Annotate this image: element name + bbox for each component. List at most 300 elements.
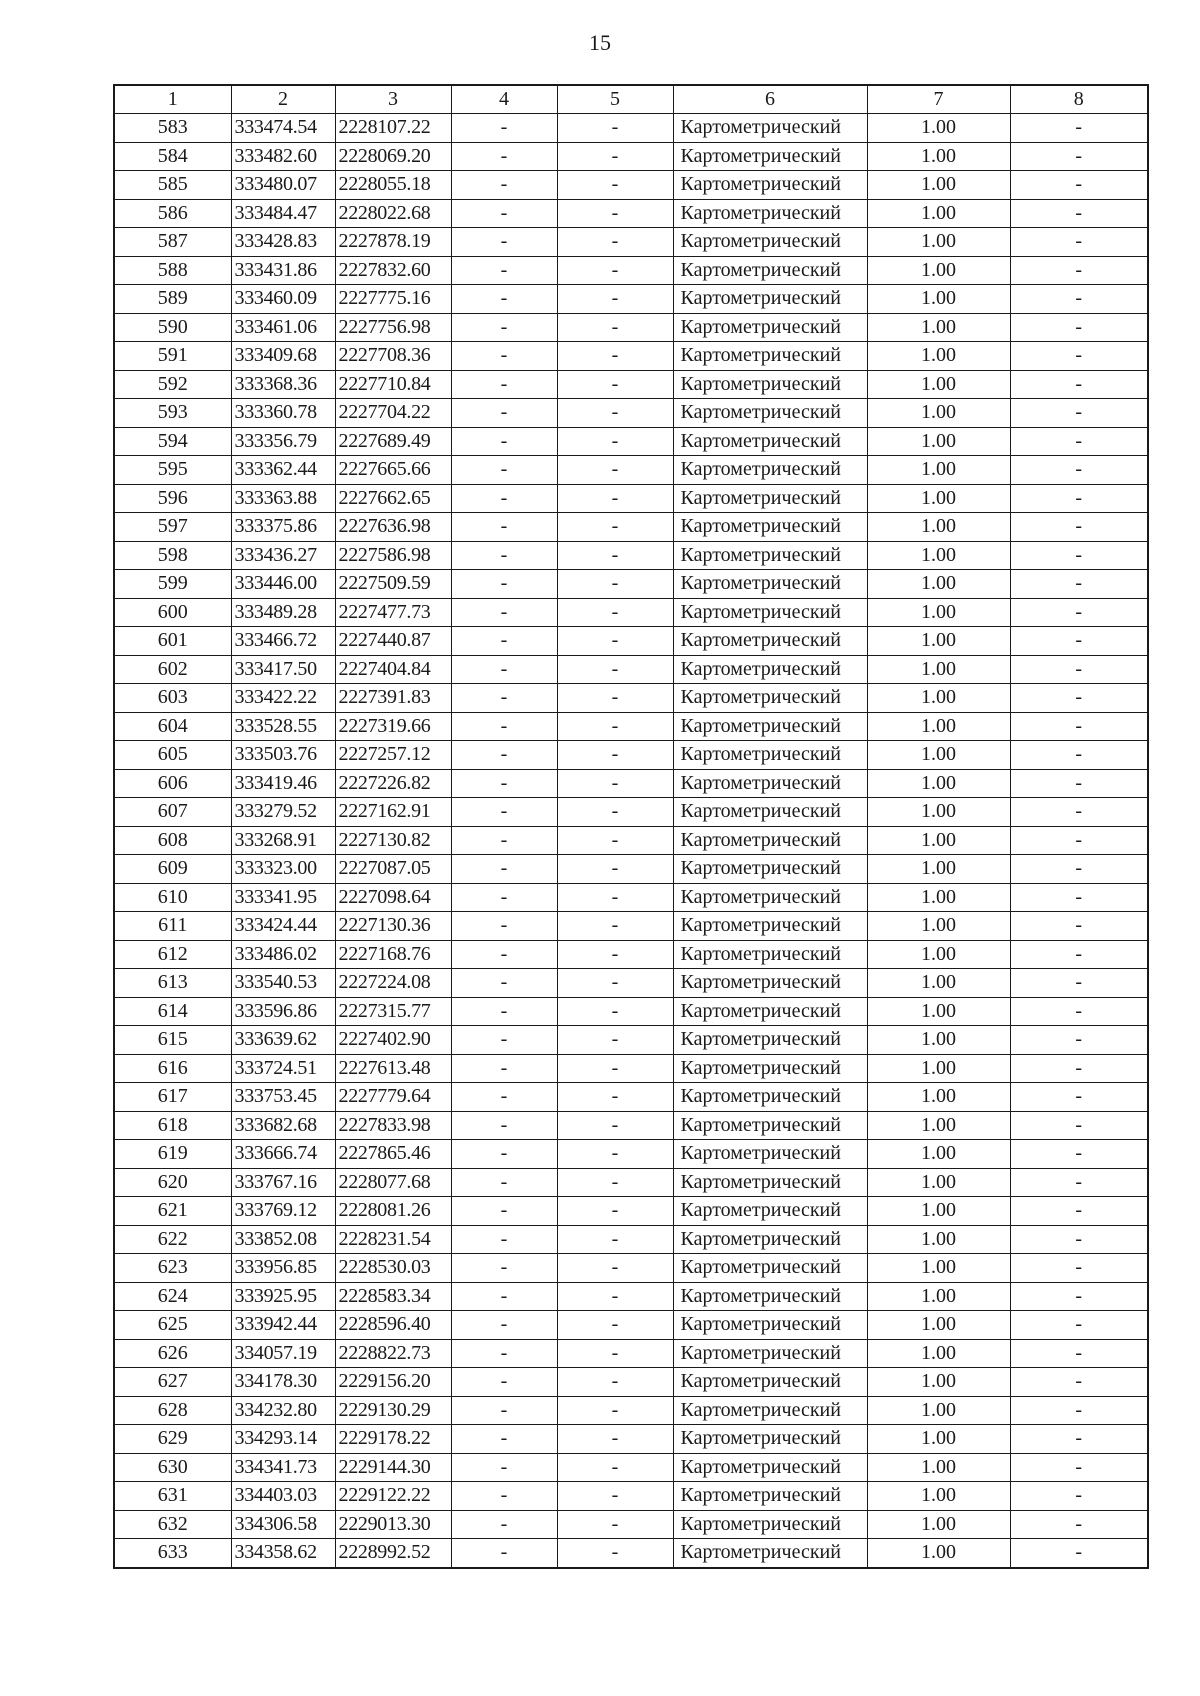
column-5-cell: - xyxy=(557,1111,673,1140)
x-coordinate-cell: 333484.47 xyxy=(231,199,335,228)
accuracy-cell: 1.00 xyxy=(867,1510,1010,1539)
point-number-cell: 610 xyxy=(114,883,231,912)
accuracy-cell: 1.00 xyxy=(867,1311,1010,1340)
table-row xyxy=(114,313,1148,342)
accuracy-cell: 1.00 xyxy=(867,1197,1010,1226)
column-5-cell: - xyxy=(557,456,673,485)
method-cell: Картометрический xyxy=(673,684,867,713)
accuracy-cell: 1.00 xyxy=(867,741,1010,770)
x-coordinate-cell: 333268.91 xyxy=(231,826,335,855)
column-4-cell: - xyxy=(451,1510,557,1539)
accuracy-cell: 1.00 xyxy=(867,1140,1010,1169)
point-number-cell: 613 xyxy=(114,969,231,998)
point-number-cell: 626 xyxy=(114,1339,231,1368)
method-cell: Картометрический xyxy=(673,1425,867,1454)
column-4-cell: - xyxy=(451,769,557,798)
x-coordinate-cell: 333480.07 xyxy=(231,171,335,200)
column-4-cell: - xyxy=(451,570,557,599)
x-coordinate-cell: 333341.95 xyxy=(231,883,335,912)
column-4-cell: - xyxy=(451,1453,557,1482)
point-number-cell: 628 xyxy=(114,1396,231,1425)
column-8-cell: - xyxy=(1010,199,1148,228)
y-coordinate-cell: 2229013.30 xyxy=(335,1510,451,1539)
accuracy-cell: 1.00 xyxy=(867,912,1010,941)
y-coordinate-cell: 2227391.83 xyxy=(335,684,451,713)
column-5-cell: - xyxy=(557,1140,673,1169)
column-5-cell: - xyxy=(557,1339,673,1368)
method-cell: Картометрический xyxy=(673,855,867,884)
column-4-cell: - xyxy=(451,484,557,513)
x-coordinate-cell: 333767.16 xyxy=(231,1168,335,1197)
accuracy-cell: 1.00 xyxy=(867,541,1010,570)
y-coordinate-cell: 2227689.49 xyxy=(335,427,451,456)
y-coordinate-cell: 2227613.48 xyxy=(335,1054,451,1083)
column-5-cell: - xyxy=(557,1225,673,1254)
method-cell: Картометрический xyxy=(673,1026,867,1055)
column-8-cell: - xyxy=(1010,313,1148,342)
method-cell: Картометрический xyxy=(673,513,867,542)
column-4-cell: - xyxy=(451,399,557,428)
x-coordinate-cell: 333409.68 xyxy=(231,342,335,371)
column-5-cell: - xyxy=(557,513,673,542)
column-4-cell: - xyxy=(451,1111,557,1140)
y-coordinate-cell: 2227315.77 xyxy=(335,997,451,1026)
x-coordinate-cell: 334232.80 xyxy=(231,1396,335,1425)
method-cell: Картометрический xyxy=(673,1254,867,1283)
column-5-cell: - xyxy=(557,199,673,228)
column-4-cell: - xyxy=(451,655,557,684)
table-row xyxy=(114,199,1148,228)
x-coordinate-cell: 333769.12 xyxy=(231,1197,335,1226)
x-coordinate-cell: 333482.60 xyxy=(231,142,335,171)
method-cell: Картометрический xyxy=(673,1368,867,1397)
column-5-cell: - xyxy=(557,598,673,627)
table-row xyxy=(114,342,1148,371)
point-number-cell: 603 xyxy=(114,684,231,713)
y-coordinate-cell: 2229122.22 xyxy=(335,1482,451,1511)
point-number-cell: 596 xyxy=(114,484,231,513)
column-5-cell: - xyxy=(557,114,673,143)
column-4-cell: - xyxy=(451,1254,557,1283)
accuracy-cell: 1.00 xyxy=(867,399,1010,428)
y-coordinate-cell: 2227257.12 xyxy=(335,741,451,770)
column-4-cell: - xyxy=(451,798,557,827)
method-cell: Картометрический xyxy=(673,627,867,656)
column-8-cell: - xyxy=(1010,142,1148,171)
column-5-cell: - xyxy=(557,171,673,200)
y-coordinate-cell: 2227779.64 xyxy=(335,1083,451,1112)
accuracy-cell: 1.00 xyxy=(867,1054,1010,1083)
point-number-cell: 617 xyxy=(114,1083,231,1112)
column-4-cell: - xyxy=(451,1083,557,1112)
header-cell: 4 xyxy=(451,85,557,114)
table-row xyxy=(114,484,1148,513)
accuracy-cell: 1.00 xyxy=(867,1083,1010,1112)
column-8-cell: - xyxy=(1010,1539,1148,1568)
column-4-cell: - xyxy=(451,912,557,941)
header-cell: 1 xyxy=(114,85,231,114)
column-5-cell: - xyxy=(557,1539,673,1568)
table-row xyxy=(114,456,1148,485)
x-coordinate-cell: 333368.36 xyxy=(231,370,335,399)
column-4-cell: - xyxy=(451,1482,557,1511)
column-8-cell: - xyxy=(1010,570,1148,599)
header-cell: 2 xyxy=(231,85,335,114)
column-8-cell: - xyxy=(1010,1311,1148,1340)
accuracy-cell: 1.00 xyxy=(867,855,1010,884)
point-number-cell: 598 xyxy=(114,541,231,570)
column-8-cell: - xyxy=(1010,1339,1148,1368)
header-cell: 7 xyxy=(867,85,1010,114)
point-number-cell: 622 xyxy=(114,1225,231,1254)
column-4-cell: - xyxy=(451,598,557,627)
method-cell: Картометрический xyxy=(673,1083,867,1112)
column-4-cell: - xyxy=(451,285,557,314)
column-4-cell: - xyxy=(451,427,557,456)
table-row xyxy=(114,627,1148,656)
method-cell: Картометрический xyxy=(673,741,867,770)
point-number-cell: 616 xyxy=(114,1054,231,1083)
method-cell: Картометрический xyxy=(673,826,867,855)
accuracy-cell: 1.00 xyxy=(867,285,1010,314)
method-cell: Картометрический xyxy=(673,541,867,570)
accuracy-cell: 1.00 xyxy=(867,171,1010,200)
accuracy-cell: 1.00 xyxy=(867,883,1010,912)
column-8-cell: - xyxy=(1010,484,1148,513)
column-8-cell: - xyxy=(1010,940,1148,969)
column-5-cell: - xyxy=(557,370,673,399)
accuracy-cell: 1.00 xyxy=(867,142,1010,171)
table-row xyxy=(114,1425,1148,1454)
table-row xyxy=(114,1168,1148,1197)
table-row xyxy=(114,1482,1148,1511)
accuracy-cell: 1.00 xyxy=(867,627,1010,656)
table-row xyxy=(114,1282,1148,1311)
method-cell: Картометрический xyxy=(673,256,867,285)
point-number-cell: 597 xyxy=(114,513,231,542)
accuracy-cell: 1.00 xyxy=(867,256,1010,285)
x-coordinate-cell: 333852.08 xyxy=(231,1225,335,1254)
point-number-cell: 602 xyxy=(114,655,231,684)
y-coordinate-cell: 2227130.36 xyxy=(335,912,451,941)
column-5-cell: - xyxy=(557,228,673,257)
column-4-cell: - xyxy=(451,627,557,656)
y-coordinate-cell: 2227509.59 xyxy=(335,570,451,599)
accuracy-cell: 1.00 xyxy=(867,1453,1010,1482)
point-number-cell: 627 xyxy=(114,1368,231,1397)
x-coordinate-cell: 333528.55 xyxy=(231,712,335,741)
column-5-cell: - xyxy=(557,912,673,941)
table-row xyxy=(114,969,1148,998)
table-row xyxy=(114,883,1148,912)
method-cell: Картометрический xyxy=(673,427,867,456)
accuracy-cell: 1.00 xyxy=(867,427,1010,456)
column-8-cell: - xyxy=(1010,1225,1148,1254)
point-number-cell: 618 xyxy=(114,1111,231,1140)
column-8-cell: - xyxy=(1010,798,1148,827)
x-coordinate-cell: 333431.86 xyxy=(231,256,335,285)
x-coordinate-cell: 333356.79 xyxy=(231,427,335,456)
column-8-cell: - xyxy=(1010,228,1148,257)
x-coordinate-cell: 333446.00 xyxy=(231,570,335,599)
method-cell: Картометрический xyxy=(673,342,867,371)
y-coordinate-cell: 2227130.82 xyxy=(335,826,451,855)
x-coordinate-cell: 333956.85 xyxy=(231,1254,335,1283)
table-row xyxy=(114,798,1148,827)
column-5-cell: - xyxy=(557,1482,673,1511)
point-number-cell: 623 xyxy=(114,1254,231,1283)
method-cell: Картометрический xyxy=(673,1140,867,1169)
y-coordinate-cell: 2227708.36 xyxy=(335,342,451,371)
column-8-cell: - xyxy=(1010,114,1148,143)
x-coordinate-cell: 333422.22 xyxy=(231,684,335,713)
method-cell: Картометрический xyxy=(673,969,867,998)
table-row xyxy=(114,1339,1148,1368)
column-4-cell: - xyxy=(451,997,557,1026)
point-number-cell: 595 xyxy=(114,456,231,485)
x-coordinate-cell: 333362.44 xyxy=(231,456,335,485)
column-8-cell: - xyxy=(1010,1282,1148,1311)
column-5-cell: - xyxy=(557,342,673,371)
accuracy-cell: 1.00 xyxy=(867,826,1010,855)
table-row xyxy=(114,1453,1148,1482)
column-8-cell: - xyxy=(1010,1425,1148,1454)
accuracy-cell: 1.00 xyxy=(867,1339,1010,1368)
y-coordinate-cell: 2229130.29 xyxy=(335,1396,451,1425)
accuracy-cell: 1.00 xyxy=(867,997,1010,1026)
column-4-cell: - xyxy=(451,826,557,855)
table-row xyxy=(114,427,1148,456)
column-5-cell: - xyxy=(557,427,673,456)
method-cell: Картометрический xyxy=(673,940,867,969)
point-number-cell: 604 xyxy=(114,712,231,741)
table-row xyxy=(114,997,1148,1026)
x-coordinate-cell: 333925.95 xyxy=(231,1282,335,1311)
y-coordinate-cell: 2227832.60 xyxy=(335,256,451,285)
table-row xyxy=(114,1026,1148,1055)
y-coordinate-cell: 2227833.98 xyxy=(335,1111,451,1140)
table-row xyxy=(114,1197,1148,1226)
y-coordinate-cell: 2227586.98 xyxy=(335,541,451,570)
y-coordinate-cell: 2228081.26 xyxy=(335,1197,451,1226)
accuracy-cell: 1.00 xyxy=(867,1026,1010,1055)
method-cell: Картометрический xyxy=(673,285,867,314)
point-number-cell: 590 xyxy=(114,313,231,342)
column-4-cell: - xyxy=(451,1368,557,1397)
header-cell: 3 xyxy=(335,85,451,114)
method-cell: Картометрический xyxy=(673,883,867,912)
x-coordinate-cell: 333942.44 xyxy=(231,1311,335,1340)
x-coordinate-cell: 334293.14 xyxy=(231,1425,335,1454)
column-4-cell: - xyxy=(451,712,557,741)
y-coordinate-cell: 2227756.98 xyxy=(335,313,451,342)
x-coordinate-cell: 334341.73 xyxy=(231,1453,335,1482)
column-8-cell: - xyxy=(1010,541,1148,570)
table-row xyxy=(114,1311,1148,1340)
method-cell: Картометрический xyxy=(673,1339,867,1368)
y-coordinate-cell: 2228107.22 xyxy=(335,114,451,143)
header-cell: 8 xyxy=(1010,85,1148,114)
accuracy-cell: 1.00 xyxy=(867,313,1010,342)
column-4-cell: - xyxy=(451,684,557,713)
method-cell: Картометрический xyxy=(673,1510,867,1539)
point-number-cell: 629 xyxy=(114,1425,231,1454)
point-number-cell: 630 xyxy=(114,1453,231,1482)
method-cell: Картометрический xyxy=(673,712,867,741)
table-row xyxy=(114,1140,1148,1169)
y-coordinate-cell: 2229156.20 xyxy=(335,1368,451,1397)
coordinates-table xyxy=(113,84,1149,1569)
point-number-cell: 609 xyxy=(114,855,231,884)
point-number-cell: 591 xyxy=(114,342,231,371)
point-number-cell: 606 xyxy=(114,769,231,798)
column-5-cell: - xyxy=(557,1054,673,1083)
method-cell: Картометрический xyxy=(673,228,867,257)
column-5-cell: - xyxy=(557,627,673,656)
accuracy-cell: 1.00 xyxy=(867,1168,1010,1197)
accuracy-cell: 1.00 xyxy=(867,228,1010,257)
method-cell: Картометрический xyxy=(673,399,867,428)
accuracy-cell: 1.00 xyxy=(867,1225,1010,1254)
x-coordinate-cell: 333474.54 xyxy=(231,114,335,143)
point-number-cell: 592 xyxy=(114,370,231,399)
x-coordinate-cell: 333279.52 xyxy=(231,798,335,827)
column-8-cell: - xyxy=(1010,712,1148,741)
x-coordinate-cell: 333724.51 xyxy=(231,1054,335,1083)
accuracy-cell: 1.00 xyxy=(867,456,1010,485)
column-4-cell: - xyxy=(451,456,557,485)
y-coordinate-cell: 2227662.65 xyxy=(335,484,451,513)
column-5-cell: - xyxy=(557,1396,673,1425)
column-4-cell: - xyxy=(451,370,557,399)
method-cell: Картометрический xyxy=(673,1282,867,1311)
method-cell: Картометрический xyxy=(673,1225,867,1254)
column-4-cell: - xyxy=(451,228,557,257)
point-number-cell: 611 xyxy=(114,912,231,941)
column-8-cell: - xyxy=(1010,399,1148,428)
column-8-cell: - xyxy=(1010,883,1148,912)
method-cell: Картометрический xyxy=(673,1054,867,1083)
method-cell: Картометрический xyxy=(673,655,867,684)
column-8-cell: - xyxy=(1010,741,1148,770)
header-cell: 5 xyxy=(557,85,673,114)
column-4-cell: - xyxy=(451,513,557,542)
point-number-cell: 599 xyxy=(114,570,231,599)
column-5-cell: - xyxy=(557,712,673,741)
accuracy-cell: 1.00 xyxy=(867,1111,1010,1140)
point-number-cell: 624 xyxy=(114,1282,231,1311)
table-row xyxy=(114,1083,1148,1112)
x-coordinate-cell: 333753.45 xyxy=(231,1083,335,1112)
column-4-cell: - xyxy=(451,199,557,228)
x-coordinate-cell: 333419.46 xyxy=(231,769,335,798)
table-row xyxy=(114,1054,1148,1083)
accuracy-cell: 1.00 xyxy=(867,598,1010,627)
table-row xyxy=(114,1539,1148,1568)
column-8-cell: - xyxy=(1010,342,1148,371)
column-8-cell: - xyxy=(1010,1168,1148,1197)
y-coordinate-cell: 2227224.08 xyxy=(335,969,451,998)
column-5-cell: - xyxy=(557,969,673,998)
table-row xyxy=(114,855,1148,884)
table-body xyxy=(114,114,1148,1568)
accuracy-cell: 1.00 xyxy=(867,684,1010,713)
accuracy-cell: 1.00 xyxy=(867,513,1010,542)
y-coordinate-cell: 2227775.16 xyxy=(335,285,451,314)
method-cell: Картометрический xyxy=(673,1168,867,1197)
column-4-cell: - xyxy=(451,342,557,371)
point-number-cell: 625 xyxy=(114,1311,231,1340)
column-4-cell: - xyxy=(451,1339,557,1368)
point-number-cell: 583 xyxy=(114,114,231,143)
column-5-cell: - xyxy=(557,1197,673,1226)
column-4-cell: - xyxy=(451,142,557,171)
table-row xyxy=(114,541,1148,570)
y-coordinate-cell: 2228055.18 xyxy=(335,171,451,200)
table-row xyxy=(114,399,1148,428)
column-5-cell: - xyxy=(557,142,673,171)
method-cell: Картометрический xyxy=(673,570,867,599)
method-cell: Картометрический xyxy=(673,114,867,143)
column-5-cell: - xyxy=(557,1083,673,1112)
y-coordinate-cell: 2228992.52 xyxy=(335,1539,451,1568)
column-8-cell: - xyxy=(1010,1453,1148,1482)
y-coordinate-cell: 2227710.84 xyxy=(335,370,451,399)
point-number-cell: 589 xyxy=(114,285,231,314)
table-row xyxy=(114,1225,1148,1254)
column-8-cell: - xyxy=(1010,912,1148,941)
accuracy-cell: 1.00 xyxy=(867,712,1010,741)
column-5-cell: - xyxy=(557,855,673,884)
column-8-cell: - xyxy=(1010,1111,1148,1140)
method-cell: Картометрический xyxy=(673,1396,867,1425)
column-5-cell: - xyxy=(557,1510,673,1539)
table-row xyxy=(114,940,1148,969)
column-5-cell: - xyxy=(557,541,673,570)
accuracy-cell: 1.00 xyxy=(867,655,1010,684)
table-row xyxy=(114,1396,1148,1425)
column-5-cell: - xyxy=(557,1368,673,1397)
table-row xyxy=(114,769,1148,798)
column-4-cell: - xyxy=(451,1425,557,1454)
y-coordinate-cell: 2228530.03 xyxy=(335,1254,451,1283)
column-8-cell: - xyxy=(1010,1396,1148,1425)
accuracy-cell: 1.00 xyxy=(867,1396,1010,1425)
x-coordinate-cell: 333460.09 xyxy=(231,285,335,314)
x-coordinate-cell: 334358.62 xyxy=(231,1539,335,1568)
y-coordinate-cell: 2227226.82 xyxy=(335,769,451,798)
column-5-cell: - xyxy=(557,940,673,969)
y-coordinate-cell: 2227636.98 xyxy=(335,513,451,542)
x-coordinate-cell: 333682.68 xyxy=(231,1111,335,1140)
column-4-cell: - xyxy=(451,256,557,285)
table-row xyxy=(114,826,1148,855)
column-5-cell: - xyxy=(557,997,673,1026)
column-5-cell: - xyxy=(557,313,673,342)
x-coordinate-cell: 333417.50 xyxy=(231,655,335,684)
x-coordinate-cell: 334403.03 xyxy=(231,1482,335,1511)
method-cell: Картометрический xyxy=(673,1311,867,1340)
method-cell: Картометрический xyxy=(673,798,867,827)
column-8-cell: - xyxy=(1010,1083,1148,1112)
point-number-cell: 586 xyxy=(114,199,231,228)
method-cell: Картометрический xyxy=(673,1482,867,1511)
y-coordinate-cell: 2227404.84 xyxy=(335,655,451,684)
point-number-cell: 620 xyxy=(114,1168,231,1197)
accuracy-cell: 1.00 xyxy=(867,342,1010,371)
column-5-cell: - xyxy=(557,1453,673,1482)
column-4-cell: - xyxy=(451,114,557,143)
